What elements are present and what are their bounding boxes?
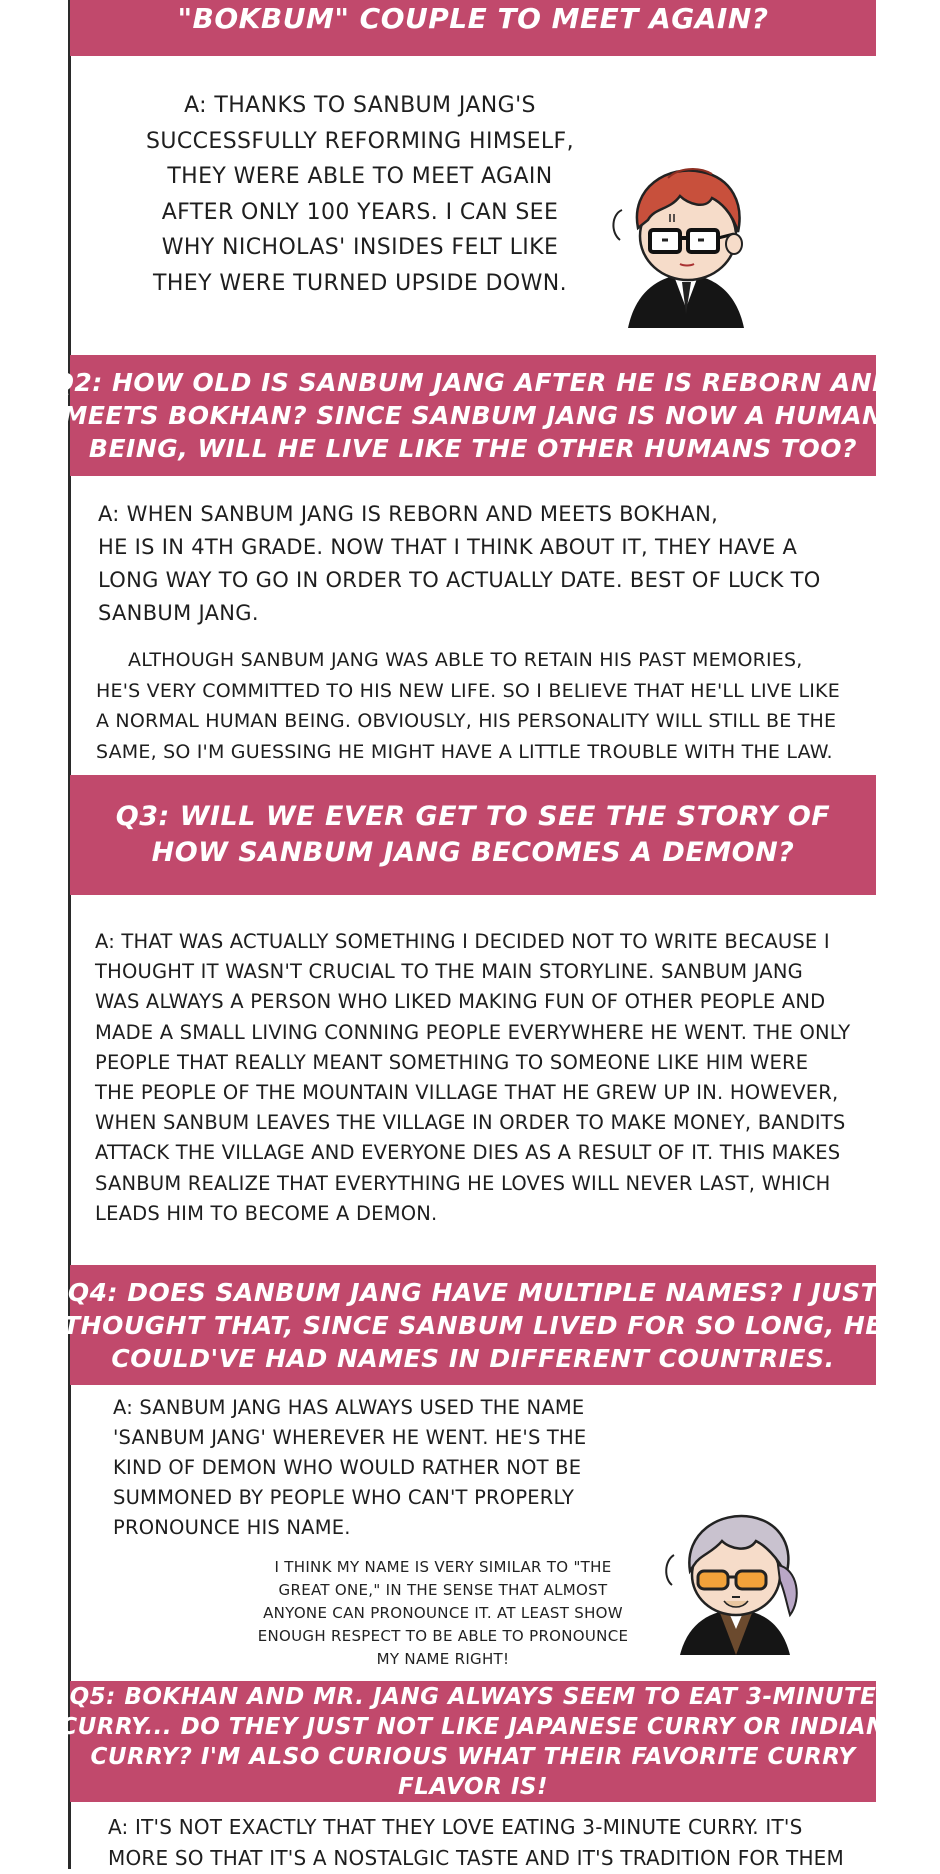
q5-line: CURRY... DO THEY JUST NOT LIKE JAPANESE CURRY OR INDIAN (60, 1713, 886, 1740)
quote-line: I THINK MY NAME IS VERY SIMILAR TO "THE (274, 1558, 612, 1576)
q5-line: Q5: BOKHAN AND MR. JANG ALWAYS SEEM TO EAT 3-MINUTE (69, 1683, 877, 1710)
a1-line: AFTER ONLY 100 YEARS. I CAN SEE (161, 199, 559, 225)
a3-answer (95, 927, 915, 1229)
a3-line: LEADS HIM TO BECOME A DEMON. (95, 1201, 438, 1225)
a2-line: LONG WAY TO GO IN ORDER TO ACTUALLY DATE. BEST OF LUCK TO (98, 568, 821, 592)
a4-line: PRONOUNCE HIS NAME. (113, 1516, 351, 1539)
q5-line: CURRY? I'M ALSO CURIOUS WHAT THEIR FAVORITE CURRY (90, 1743, 856, 1770)
a2-line: SANBUM JANG. (98, 601, 259, 625)
page-border-left (68, 0, 71, 1869)
a3-line: THE PEOPLE OF THE MOUNTAIN VILLAGE THAT HE GREW UP IN. HOWEVER, (95, 1081, 839, 1105)
a3-line: ATTACK THE VILLAGE AND EVERYONE DIES AS A RESULT OF IT. THIS MAKES (95, 1141, 841, 1165)
q1-line: "BOKBUM" COUPLE TO MEET AGAIN? (177, 2, 769, 35)
a4-line: A: SANBUM JANG HAS ALWAYS USED THE NAME (113, 1396, 585, 1419)
a3-line: MADE A SMALL LIVING CONNING PEOPLE EVERYWHERE HE WENT. THE ONLY (95, 1020, 851, 1044)
a1-line: THEY WERE TURNED UPSIDE DOWN. (153, 270, 567, 296)
quote-line: GREAT ONE," IN THE SENSE THAT ALMOST (278, 1581, 608, 1599)
a2-line: HE IS IN 4TH GRADE. NOW THAT I THINK ABOUT IT, THEY HAVE A (98, 535, 798, 559)
a3-line: A: THAT WAS ACTUALLY SOMETHING I DECIDED NOT TO WRITE BECAUSE I (95, 930, 830, 953)
a3-line: WAS ALWAYS A PERSON WHO LIKED MAKING FUN OF OTHER PEOPLE AND (95, 990, 826, 1014)
a1-line: A: THANKS TO SANBUM JANG'S (184, 93, 536, 118)
a1-line: WHY NICHOLAS' INSIDES FELT LIKE (161, 235, 559, 260)
sanbum-avatar-illustration (660, 1505, 810, 1655)
q2-line: MEETS BOKHAN? SINCE SANBUM JANG IS NOW A HUMAN (62, 401, 884, 430)
a4-line: KIND OF DEMON WHO WOULD RATHER NOT BE (113, 1456, 582, 1479)
q3-line: HOW SANBUM JANG BECOMES A DEMON? (151, 837, 795, 868)
a2-line: ALTHOUGH SANBUM JANG WAS ABLE TO RETAIN HIS PAST MEMORIES, (128, 649, 803, 671)
a4-line: SUMMONED BY PEOPLE WHO CAN'T PROPERLY (113, 1486, 575, 1509)
a1-line: THEY WERE ABLE TO MEET AGAIN (167, 164, 553, 189)
a2-line: SAME, SO I'M GUESSING HE MIGHT HAVE A LITTLE TROUBLE WITH THE LAW. (96, 740, 833, 763)
a2-answer-paragraph-2 (96, 645, 926, 767)
a1-line: SUCCESSFULLY REFORMING HIMSELF, (146, 128, 574, 154)
q3-line: Q3: WILL WE EVER GET TO SEE THE STORY OF (115, 801, 831, 832)
a4-line: 'SANBUM JANG' WHEREVER HE WENT. HE'S THE (113, 1426, 587, 1449)
q2-question-banner (52, 355, 894, 476)
author-avatar-illustration (608, 158, 758, 328)
a2-line: A NORMAL HUMAN BEING. OBVIOUSLY, HIS PERSONALITY WILL STILL BE THE (96, 710, 837, 732)
a1-answer (100, 88, 620, 301)
a3-line: PEOPLE THAT REALLY MEANT SOMETHING TO SOMEONE LIKE HIM WERE (95, 1050, 809, 1074)
a2-answer-paragraph-1 (98, 498, 888, 630)
quote-line: ANYONE CAN PRONOUNCE IT. AT LEAST SHOW (263, 1604, 623, 1622)
q4-line: COULD'VE HAD NAMES IN DIFFERENT COUNTRIES. (111, 1343, 835, 1373)
a5-answer (108, 1812, 908, 1874)
quote-line: ENOUGH RESPECT TO BE ABLE TO PRONOUNCE (257, 1627, 629, 1645)
q4-line: THOUGHT THAT, SINCE SANBUM LIVED FOR SO LONG, HE (63, 1310, 883, 1340)
q3-question-banner (70, 775, 876, 895)
sanbum-quote (228, 1556, 658, 1671)
a5-line: A: IT'S NOT EXACTLY THAT THEY LOVE EATING 3-MINUTE CURRY. IT'S (108, 1815, 803, 1839)
q4-line: Q4: DOES SANBUM JANG HAVE MULTIPLE NAMES? I JUST (67, 1277, 879, 1307)
q4-question-banner (63, 1265, 883, 1385)
a4-answer (113, 1393, 673, 1543)
q5-line: FLAVOR IS! (398, 1773, 548, 1800)
a3-line: WHEN SANBUM LEAVES THE VILLAGE IN ORDER TO MAKE MONEY, BANDITS (95, 1111, 846, 1135)
a5-line: MORE SO THAT IT'S A NOSTALGIC TASTE AND IT'S TRADITION FOR THEM (108, 1846, 844, 1870)
a3-line: SANBUM REALIZE THAT EVERYTHING HE LOVES WILL NEVER LAST, WHICH (95, 1171, 831, 1195)
a3-line: THOUGHT IT WASN'T CRUCIAL TO THE MAIN STORYLINE. SANBUM JANG (95, 960, 803, 984)
q5-question-banner (60, 1681, 886, 1802)
a2-line: A: WHEN SANBUM JANG IS REBORN AND MEETS BOKHAN, (98, 502, 719, 526)
q2-line: BEING, WILL HE LIVE LIKE THE OTHER HUMANS TOO? (88, 434, 858, 463)
q1-question-banner (70, 0, 876, 56)
quote-line: MY NAME RIGHT! (376, 1650, 510, 1668)
q2-line: Q2: HOW OLD IS SANBUM JANG AFTER HE IS REBORN AND (52, 368, 894, 397)
a2-line: HE'S VERY COMMITTED TO HIS NEW LIFE. SO I BELIEVE THAT HE'LL LIVE LIKE (96, 679, 840, 702)
